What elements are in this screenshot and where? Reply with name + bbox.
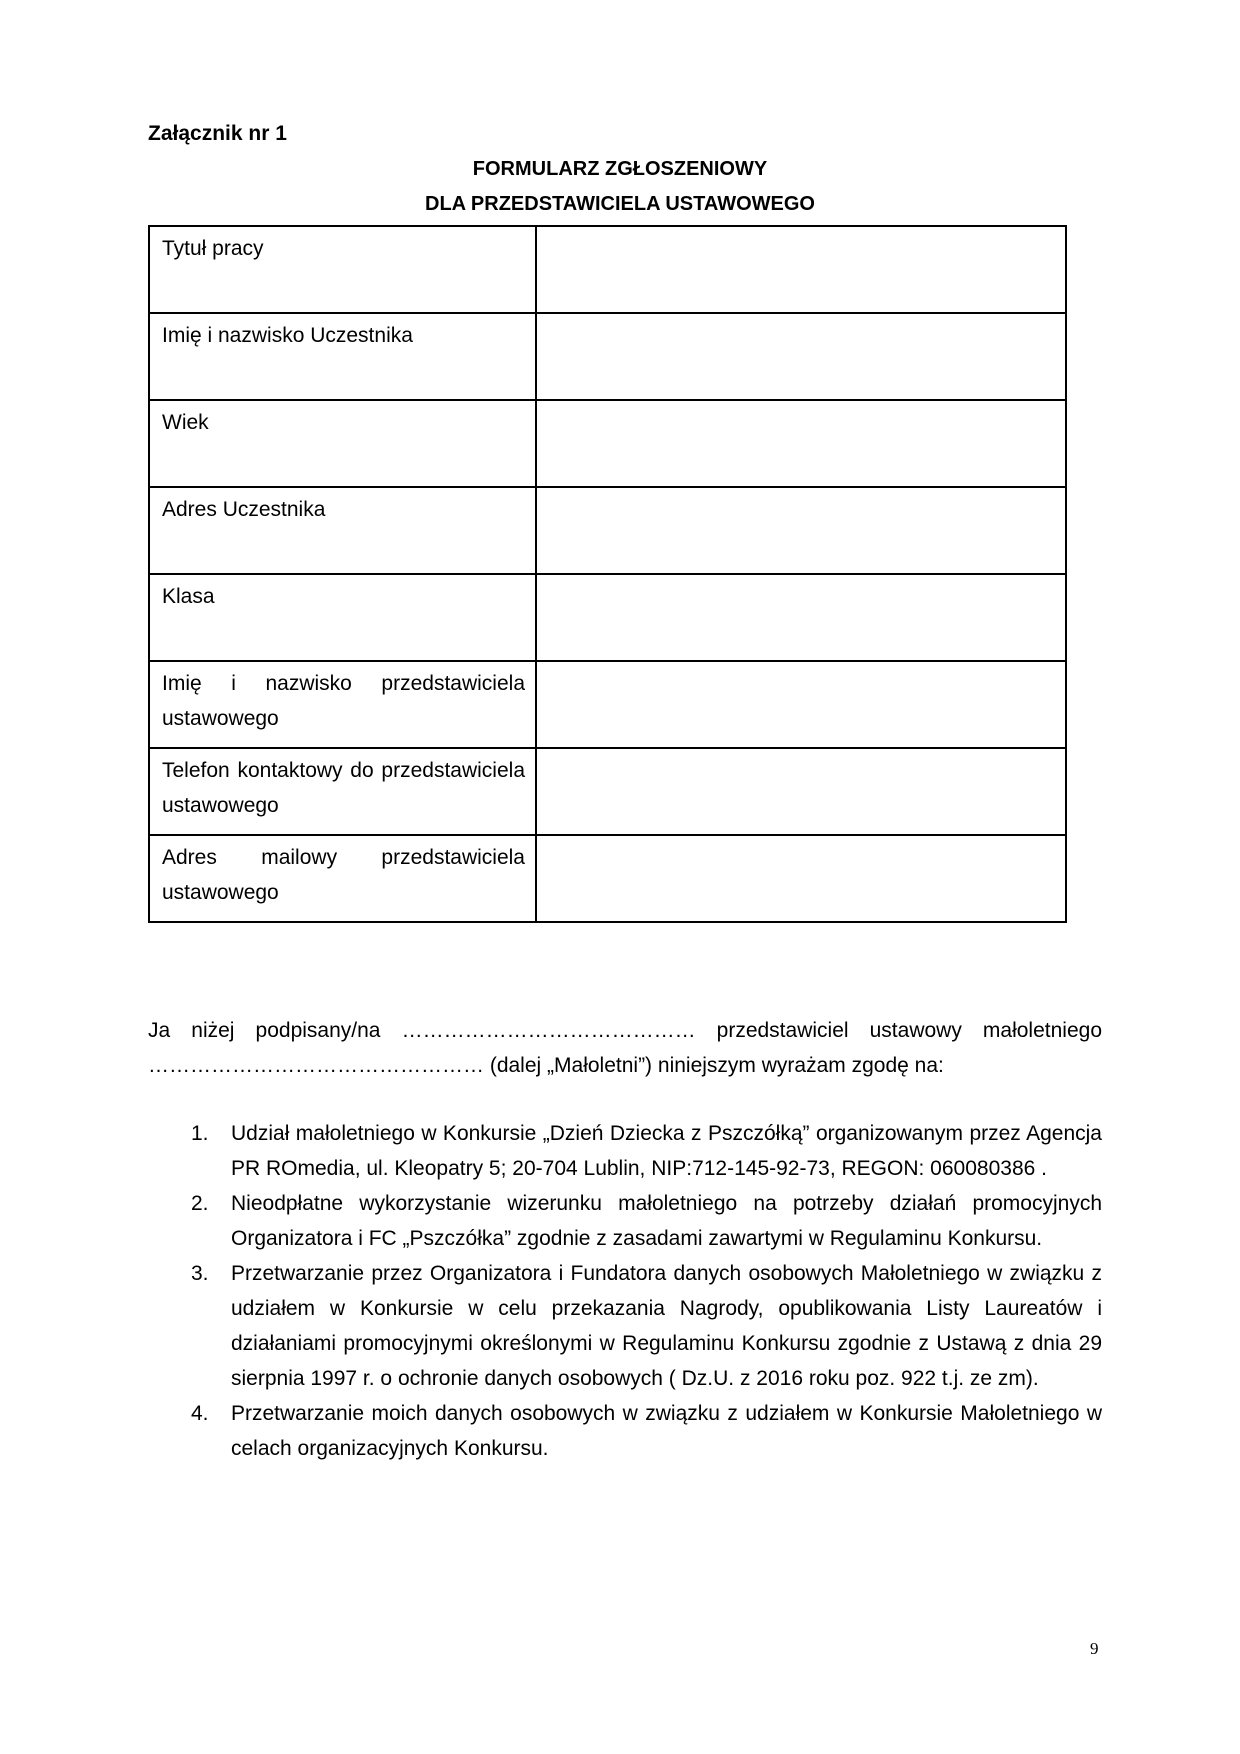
form-row-guardian-email: [149, 835, 1066, 922]
form-field-guardian-email[interactable]: [536, 835, 1066, 922]
page-number: 9: [1090, 1639, 1099, 1658]
form-label-guardian-email: Adres mailowy przedstawiciela ustawowego: [149, 835, 536, 922]
consent-number: 4.: [191, 1402, 209, 1425]
form-row-participant-address: [149, 487, 1066, 574]
consent-item: [148, 1396, 1102, 1466]
form-field-class[interactable]: [536, 574, 1066, 661]
form-label-participant-address: Adres Uczestnika: [149, 487, 536, 574]
form-row-age: [149, 400, 1066, 487]
consent-item: [148, 1186, 1102, 1256]
consent-number: 1.: [191, 1122, 209, 1145]
consent-declaration: [148, 1013, 1102, 1083]
form-field-title[interactable]: [536, 226, 1066, 313]
consent-text: Przetwarzanie moich danych osobowych w związku z udziałem w Konkursie Małoletniego w celach organizacyjnych Konkursu.: [231, 1402, 1102, 1460]
form-row-title: [149, 226, 1066, 313]
form-label-participant-name: Imię i nazwisko Uczestnika: [149, 313, 536, 400]
consent-item: [148, 1256, 1102, 1396]
form-label-guardian-phone: Telefon kontaktowy do przedstawiciela ustawowego: [149, 748, 536, 835]
form-row-guardian-name: [149, 661, 1066, 748]
form-row-participant-name: [149, 313, 1066, 400]
form-field-guardian-name[interactable]: [536, 661, 1066, 748]
consent-text: Przetwarzanie przez Organizatora i Fundatora danych osobowych Małoletniego w związku z udziałem w Konkursie w celu przekazania Nagrody, opublikowania Listy Laureatów i działaniami promocyjnymi określonymi w Regulaminu Konkursu zgodnie z Ustawą z dnia 29 sierpnia 1997 r. o ochronie danych osobowych ( Dz.U. z 2016 roku poz. 922 t.j. ze zm).: [231, 1262, 1102, 1390]
form-field-participant-address[interactable]: [536, 487, 1066, 574]
consent-item: [148, 1116, 1102, 1186]
consent-number: 3.: [191, 1262, 209, 1285]
consent-list: [148, 1116, 1102, 1466]
form-label-guardian-name: Imię i nazwisko przedstawiciela ustawowego: [149, 661, 536, 748]
declaration-line-1: Ja niżej podpisany/na …………………………………… przedstawiciel ustawowy małoletniego: [148, 1019, 1102, 1042]
form-field-age[interactable]: [536, 400, 1066, 487]
form-row-guardian-phone: [149, 748, 1066, 835]
form-title: FORMULARZ ZGŁOSZENIOWY: [472, 158, 768, 180]
registration-form-table: [148, 225, 1067, 923]
consent-number: 2.: [191, 1192, 209, 1215]
consent-text: Udział małoletniego w Konkursie „Dzień Dziecka z Pszczółką” organizowanym przez Agencja PR ROmedia, ul. Kleopatry 5; 20-704 Lublin, NIP:712-145-92-73, REGON: 060080386 .: [231, 1122, 1102, 1180]
form-label-title: Tytuł pracy: [149, 226, 536, 313]
attachment-label: Załącznik nr 1: [148, 122, 287, 145]
consent-text: Nieodpłatne wykorzystanie wizerunku małoletniego na potrzeby działań promocyjnych Organizatora i FC „Pszczółka” zgodnie z zasadami zawartymi w Regulaminu Konkursu.: [231, 1192, 1102, 1250]
form-subtitle: DLA PRZEDSTAWICIELA USTAWOWEGO: [425, 193, 815, 215]
form-label-age: Wiek: [149, 400, 536, 487]
form-field-guardian-phone[interactable]: [536, 748, 1066, 835]
form-field-participant-name[interactable]: [536, 313, 1066, 400]
form-label-class: Klasa: [149, 574, 536, 661]
form-row-class: [149, 574, 1066, 661]
declaration-line-2: ………………………………………… (dalej „Małoletni”) niniejszym wyrażam zgodę na:: [148, 1054, 944, 1077]
